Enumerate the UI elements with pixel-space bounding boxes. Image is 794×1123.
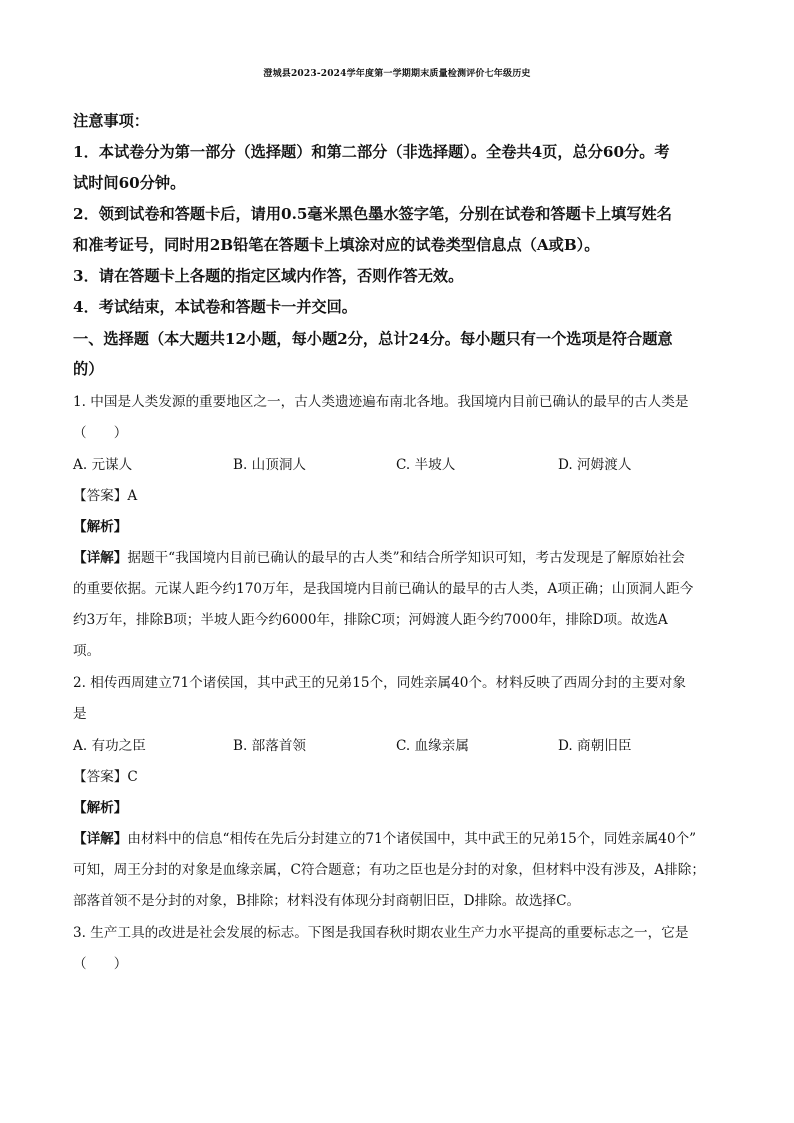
question-1-detail-line [73,546,723,566]
question-1-detail-line: 约3万年，排除B项；半坡人距今约6000年，排除C项；河姆渡人距今约7000年，排除D项。故选A [73,612,668,628]
question-1-option-b: B. 山顶洞人 [233,457,307,473]
question-3-stem-cont: （ ） [73,956,128,972]
notice-line: 3．请在答题卡上各题的指定区域内作答，否则作答无效。 [73,267,464,285]
detail-tag: 【详解】 [73,831,128,847]
question-2-option-b: B. 部落首领 [233,738,307,754]
notice-line: 4．考试结束，本试卷和答题卡一并交回。 [73,298,357,316]
question-2-stem: 2. 相传西周建立71个诸侯国，其中武王的兄弟15个，同姓亲属40个。材料反映了西周分封的主要对象 [73,675,686,691]
question-2-stem-cont: 是 [73,706,87,722]
question-3-stem: 3. 生产工具的改进是社会发展的标志。下图是我国春秋时期农业生产力水平提高的重要标志之一，它是 [73,925,689,941]
question-1-option-c: C. 半坡人 [396,457,456,473]
question-2-option-d: D. 商朝旧臣 [558,738,632,754]
question-2-option-a: A. 有功之臣 [73,738,146,754]
question-2-detail-line: 部落首领不是分封的对象，B排除；材料没有体现分封商朝旧臣，D排除。故选择C。 [73,893,581,909]
notice-heading: 注意事项： [73,112,149,130]
question-1-detail-line: 项。 [73,643,101,659]
section-heading: 一、选择题（本大题共12小题，每小题2分，总计24分。每小题只有一个选项是符合题意 [73,330,673,348]
notice-line: 2．领到试卷和答题卡后，请用0.5毫米黑色墨水签字笔，分别在试卷和答题卡上填写姓名 [73,205,672,223]
question-1-answer: 【答案】A [73,488,138,504]
detail-tag: 【详解】 [73,550,128,566]
question-1-stem: 1. 中国是人类发源的重要地区之一，古人类遗迹遍布南北各地。我国境内目前已确认的最早的古人类是 [73,394,689,410]
question-1-analysis: 【解析】 [73,519,128,535]
question-1-option-d: D. 河姆渡人 [558,457,632,473]
question-2-detail-line: 可知，周王分封的对象是血缘亲属，C符合题意；有功之臣也是分封的对象，但材料中没有涉及，A排除； [73,862,705,878]
notice-line: 1．本试卷分为第一部分（选择题）和第二部分（非选择题）。全卷共4页，总分60分。考 [73,143,670,161]
detail-text: 由材料中的信息“相传在先后分封建立的71个诸侯国中，其中武王的兄弟15个，同姓亲属40个” [127,831,697,847]
question-2-detail-line [73,827,723,847]
question-1-option-a: A. 元谋人 [73,457,133,473]
question-2-option-c: C. 血缘亲属 [396,738,469,754]
notice-line: 试时间60分钟。 [73,174,186,192]
section-heading-cont: 的） [73,360,104,378]
question-2-answer: 【答案】C [73,769,138,785]
question-1-stem-cont: （ ） [73,425,128,441]
page-title: 澄城县2023-2024学年度第一学期期末质量检测评价七年级历史 [263,69,531,79]
question-1-detail-line: 的重要依据。元谋人距今约170万年，是我国境内目前已确认的最早的古人类，A项正确；山顶洞人距今 [73,581,694,597]
detail-text: 据题干“我国境内目前已确认的最早的古人类”和结合所学知识可知，考古发现是了解原始社会 [127,550,686,566]
question-2-analysis: 【解析】 [73,800,128,816]
notice-line: 和准考证号，同时用2B铅笔在答题卡上填涂对应的试卷类型信息点（A或B）。 [73,236,600,254]
